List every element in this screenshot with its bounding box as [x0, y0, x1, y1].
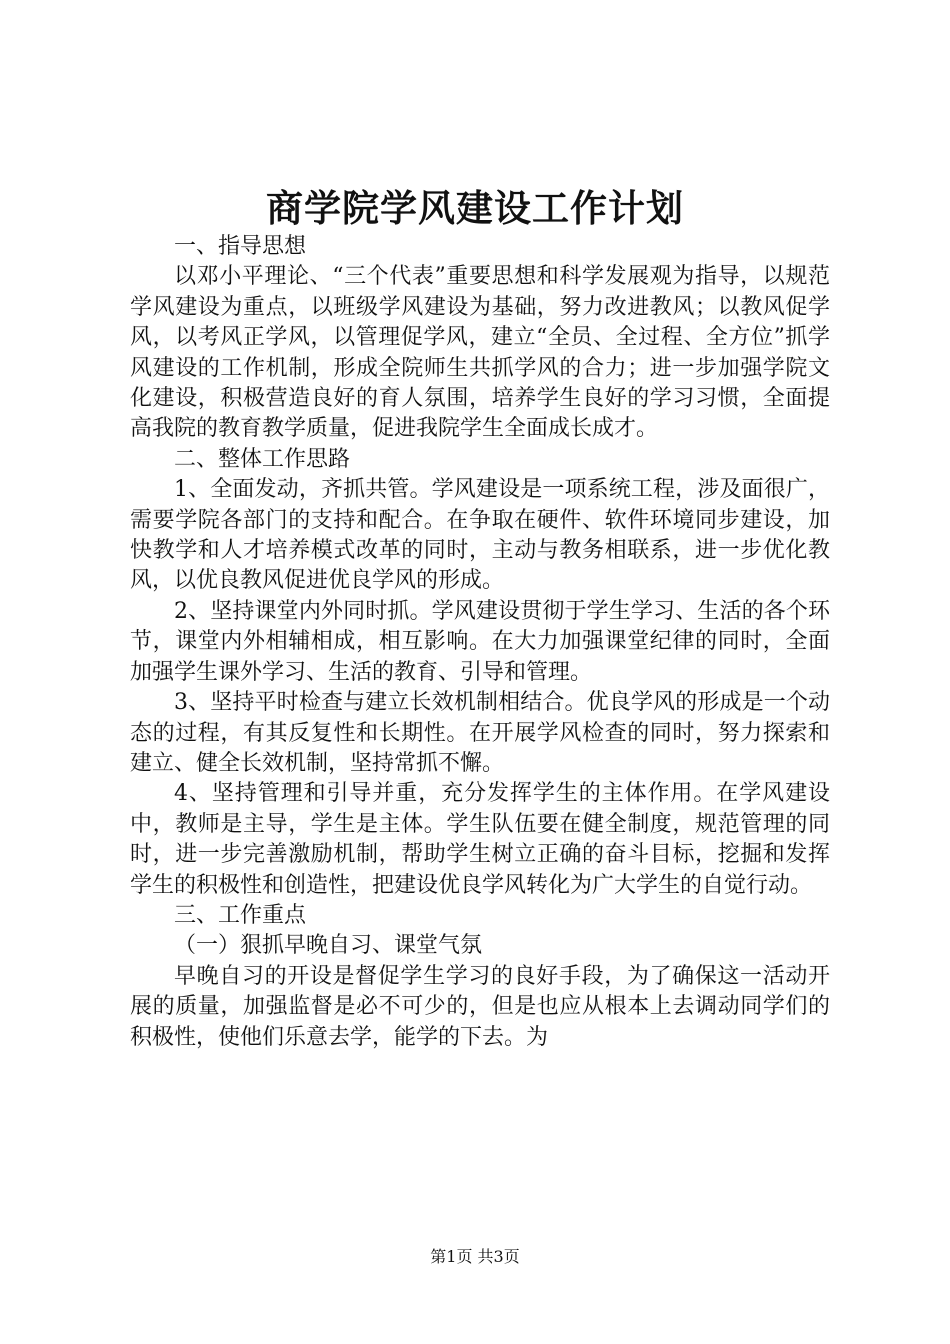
- body-paragraph: 1、全面发动，齐抓共管。学风建设是一项系统工程，涉及面很广，需要学院各部门的支持和配合。在争取在硬件、软件环境同步建设，加快教学和人才培养模式改革的同时，主动与教务相联系，进一步优化教风，以优良教风促进优良学风的形成。: [130, 477, 830, 594]
- section-heading-overall-approach: 二、整体工作思路: [174, 446, 351, 472]
- page-number-footer: 第1页 共3页: [430, 1247, 520, 1266]
- document-body: [130, 232, 830, 1053]
- body-paragraph: 早晚自习的开设是督促学生学习的良好手段，为了确保这一活动开展的质量，加强监督是必不可少的，但是也应从根本上去调动同学们的积极性，使他们乐意去学，能学的下去。为: [130, 963, 830, 1050]
- body-paragraph: 3、坚持平时检查与建立长效机制相结合。优良学风的形成是一个动态的过程，有其反复性和长期性。在开展学风检查的同时，努力探索和建立、健全长效机制，坚持常抓不懈。: [130, 690, 830, 776]
- section-heading-guiding-ideology: 一、指导思想: [174, 234, 307, 259]
- body-paragraph: 以邓小平理论、“三个代表”重要思想和科学发展观为指导，以规范学风建设为重点，以班级学风建设为基础，努力改进教风；以教风促学风，以考风正学风，以管理促学风，建立“全员、全过程、全方位”抓学风建设的工作机制，形成全院师生共抓学风的合力；进一步加强学院文化建设，积极营造良好的育人氛围，培养学生良好的学习习惯，全面提高我院的教育教学质量，促进我院学生全面成长成才。: [130, 264, 830, 442]
- body-paragraph: 2、坚持课堂内外同时抓。学风建设贯彻于学生学习、生活的各个环节，课堂内外相辅相成，相互影响。在大力加强课堂纪律的同时，全面加强学生课外学习、生活的教育、引导和管理。: [130, 598, 830, 685]
- subsection-heading: （一）狠抓早晚自习、课堂气氛: [174, 933, 483, 959]
- document-title: 商学院学风建设工作计划: [266, 186, 684, 230]
- body-paragraph: 4、坚持管理和引导并重，充分发挥学生的主体作用。在学风建设中，教师是主导，学生是主体。学生队伍要在健全制度，规范管理的同时，进一步完善激励机制，帮助学生树立正确的奋斗目标，挖掘和发挥学生的积极性和创造性，把建设优良学风转化为广大学生的自觉行动。: [130, 781, 830, 898]
- section-heading-work-focus: 三、工作重点: [174, 902, 307, 928]
